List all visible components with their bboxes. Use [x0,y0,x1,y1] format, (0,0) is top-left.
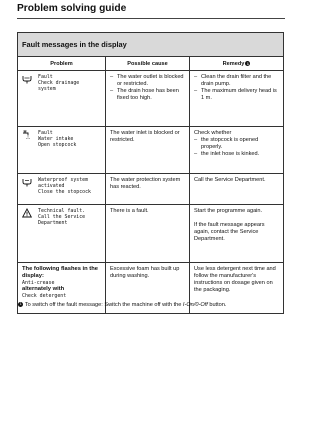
flash-join: alternately with [22,286,65,293]
table-row [18,174,283,205]
problem-cell [18,71,106,126]
header-possible-cause: Possible cause [106,57,190,70]
cause-cell: – The water outlet is blocked or restricted. – The drain hose has been fixed too high. [106,71,190,126]
cause-cell [106,205,190,262]
remedy-intro: Check whether [194,130,232,136]
remedy-text-followup: If the fault message appears again, contact the Service Department. [194,222,265,243]
flash-message: Check detergent [22,293,67,300]
fault-message: Fault Water intake Open stopcock [38,130,77,149]
remedy-text: Use less detergent next time and follow the manufacturer's instructions on dosage given on the packaging. [194,266,276,294]
footnote [17,302,287,309]
header-remedy [190,57,283,70]
header-problem: Problem [18,57,106,70]
flash-heading: The following flashes in the display: [22,266,99,280]
cause-cell [106,174,190,204]
remedy-text: Call the Service Department. [194,177,266,183]
fault-message: Waterproof system activated Close the stopcock [38,177,91,196]
footnote-text-after: button. [207,302,227,309]
header-remedy-label: Remedy [222,60,245,67]
footnote-text-before: To switch off the fault message: Switch the machine off with the [24,302,183,309]
footnote-button-name: I-On/0-Off [182,302,208,309]
warning-triangle-icon [22,208,32,218]
remedy-cell: – Clean the drain filter and the drain pump. – The maximum delivery head is 1 m. [190,71,283,126]
table-row [18,127,283,174]
heading-divider [17,18,285,19]
problem-cell [18,127,106,173]
remedy-cell [190,205,283,262]
cause-text: Excessive foam has built up during washing. [110,266,180,280]
fault-messages-table [17,32,284,314]
table-header-row [18,57,283,71]
cause-cell [106,127,190,173]
remedy-cell [190,174,283,204]
water-tap-icon [22,130,32,140]
drain-icon [22,74,32,84]
flash-message: Anti-crease [22,280,55,287]
table-row [18,205,283,263]
remedy-text: Start the programme again. [194,208,263,214]
waterproof-system-icon [22,177,32,187]
footnote-marker-icon: 1 [19,302,22,307]
cause-text: There is a fault. [110,208,149,214]
fault-message: Fault Check drainage system [38,74,80,93]
problem-cell [18,174,106,204]
cause-item: The water outlet is blocked or restricted. [117,74,184,88]
remedy-cell: Check whether – the stopcock is opened properly. – the inlet hose is kinked. [190,127,283,173]
cause-text: The water inlet is blocked or restricted. [110,130,180,144]
cause-text: The water protection system has reacted. [110,177,181,191]
cause-item: The drain hose has been fixed too high. [117,88,179,102]
footnote-marker-icon: 1 [246,61,249,66]
remedy-item: the stopcock is opened properly. [201,137,259,151]
fault-message: Technical fault. Call the Service Department [38,208,86,227]
page-title: Problem solving guide [17,3,127,14]
table-title: Fault messages in the display [18,33,283,57]
remedy-item: The maximum delivery head is 1 m. [201,88,277,102]
remedy-item: Clean the drain filter and the drain pump. [201,74,272,88]
remedy-item: the inlet hose is kinked. [201,151,260,158]
table-row [18,71,283,127]
problem-cell [18,205,106,262]
